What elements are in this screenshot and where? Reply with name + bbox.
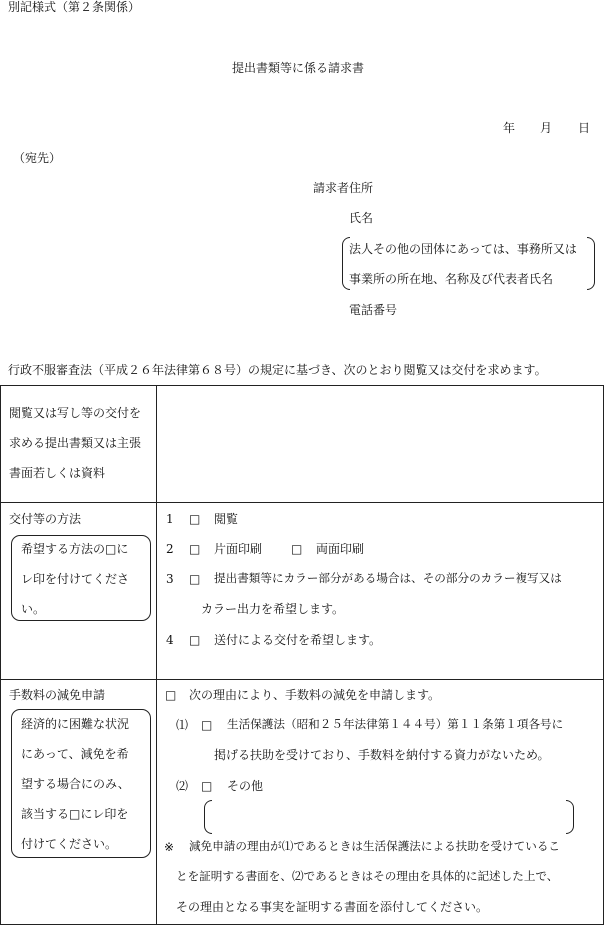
corp-note-line2: 事業所の所在地、名称及び代表者氏名 xyxy=(349,272,554,286)
date-year: 年 xyxy=(503,121,516,135)
note-line2: とを証明する書面を、⑵であるときはその理由を具体的に記述した上で、 xyxy=(176,869,559,883)
corp-note-line1: 法人その他の団体にあっては、事務所又は xyxy=(349,242,577,256)
fee-item1-text: 生活保護法（昭和２５年法律第１４４号）第１１条第１項各号に xyxy=(227,717,564,731)
delivery-method-label: 交付等の方法 xyxy=(9,512,82,526)
fee-item2-checkbox[interactable]: □ xyxy=(201,779,213,793)
request-table xyxy=(0,385,604,925)
fee-item1-checkbox[interactable]: □ xyxy=(201,718,213,732)
other-reason-bracket-right xyxy=(566,800,574,834)
delivery-note-line3: い。 xyxy=(21,602,46,616)
opt2-label-2: 両面印刷 xyxy=(316,542,365,556)
note-line3: その理由となる事実を証明する書面を添付してください。 xyxy=(176,900,489,914)
other-reason-field[interactable] xyxy=(213,801,565,831)
fee-reduction-label: 手数料の減免申請 xyxy=(9,688,106,702)
opt3-checkbox[interactable]: □ xyxy=(189,572,201,586)
other-reason-bracket-left xyxy=(204,800,212,834)
fee-note-line1: 経済的に困難な状況 xyxy=(21,717,130,731)
requester-phone-label: 電話番号 xyxy=(349,303,398,317)
opt3-label: 提出書類等にカラー部分がある場合は、その部分のカラー複写又は xyxy=(214,571,562,585)
fee-item2-text: その他 xyxy=(227,779,264,793)
opt4-label: 送付による交付を希望します。 xyxy=(214,633,382,647)
opt3-label-cont: カラー出力を希望します。 xyxy=(201,602,345,616)
date-day: 日 xyxy=(578,121,591,135)
delivery-note-line1: 希望する方法の□に xyxy=(21,542,129,556)
opt2-label: 片面印刷 xyxy=(214,542,263,556)
note-line1: 減免申請の理由が⑴であるときは生活保護法による扶助を受けているこ xyxy=(189,839,561,853)
opt1-number: 1 xyxy=(166,512,174,526)
row1-label-line1: 閲覧又は写し等の交付を xyxy=(9,406,142,420)
fee-main-checkbox[interactable]: □ xyxy=(165,688,177,702)
fee-item1-text-cont: 掲げる扶助を受けており、手数料を納付する資力がないため。 xyxy=(214,748,550,762)
opt2-number: 2 xyxy=(166,542,174,556)
fee-note-line2: にあって、減免を希 xyxy=(21,747,129,761)
row1-label-line2: 求める提出書類又は主張 xyxy=(9,436,142,450)
fee-note-line5: 付けてください。 xyxy=(21,837,118,851)
opt4-checkbox[interactable]: □ xyxy=(189,633,201,647)
opt4-number: 4 xyxy=(166,633,174,647)
date-month: 月 xyxy=(540,121,553,135)
corp-note-bracket-right xyxy=(587,237,595,290)
document-title: 提出書類等に係る請求書 xyxy=(232,61,365,75)
delivery-note-line2: レ印を付けてくださ xyxy=(21,572,130,586)
row-divider-2 xyxy=(1,679,603,680)
opt1-label: 閲覧 xyxy=(214,512,239,526)
addressee: （宛先） xyxy=(13,151,62,165)
opt2-checkbox-2[interactable]: □ xyxy=(291,542,303,556)
opt1-checkbox[interactable]: □ xyxy=(189,512,201,526)
fee-main-text: 次の理由により、手数料の減免を申請します。 xyxy=(189,688,441,702)
opt2-checkbox[interactable]: □ xyxy=(189,542,201,556)
row1-label-line3: 書面若しくは資料 xyxy=(9,466,106,480)
fee-note-line4: 該当する□にレ印を xyxy=(21,807,129,821)
requester-name-label: 氏名 xyxy=(349,211,374,225)
fee-item2-number: ⑵ xyxy=(176,779,189,793)
intro-text: 行政不服審査法（平成２６年法律第６８号）の規定に基づき、次のとおり閲覧又は交付を求めます。 xyxy=(8,363,547,377)
requested-documents-field[interactable] xyxy=(158,387,602,499)
fee-item1-number: ⑴ xyxy=(176,718,189,732)
row-divider-1 xyxy=(1,502,603,503)
form-label: 別記様式（第２条関係） xyxy=(8,0,141,14)
requester-address-label: 請求者住所 xyxy=(313,181,374,195)
fee-note-line3: 望する場合にのみ、 xyxy=(21,777,130,791)
note-mark: ※ xyxy=(164,840,175,854)
opt3-number: 3 xyxy=(166,572,174,586)
column-divider xyxy=(156,386,157,924)
